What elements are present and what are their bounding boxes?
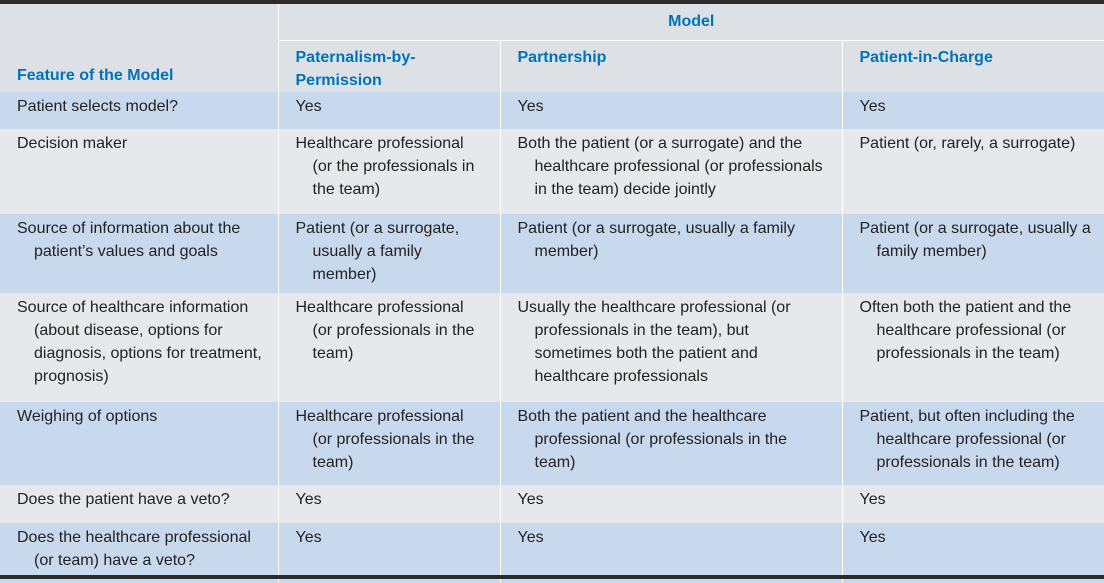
column-header-paternalism: Paternalism-by-Permission [278, 40, 500, 92]
value-cell: Often both the patient and the healthcare professional (or professionals in the team) [842, 293, 1104, 402]
value-cell: Patient (or a surrogate, usually a family member) [278, 214, 500, 293]
value-cell: Healthcare professional (or professionals in the team) [278, 402, 500, 485]
feature-cell: Does the healthcare professional (or team) have a veto? [0, 523, 278, 583]
value-cell: Patient, but often including the healthcare professional (or professionals in the team) [842, 402, 1104, 485]
column-header-patient-in-charge: Patient-in-Charge [842, 40, 1104, 92]
value-cell: Yes [500, 485, 842, 523]
feature-column-header: Feature of the Model [0, 4, 278, 92]
feature-cell: Source of information about the patient’s values and goals [0, 214, 278, 293]
table-row [0, 485, 1104, 523]
feature-cell: Patient selects model? [0, 92, 278, 129]
bottom-rule [0, 575, 1104, 579]
table-row [0, 129, 1104, 214]
table-row [0, 293, 1104, 402]
value-cell: Both the patient and the healthcare professional (or professionals in the team) [500, 402, 842, 485]
value-cell: Yes [500, 523, 842, 583]
value-cell: Yes [278, 523, 500, 583]
value-cell: Yes [842, 92, 1104, 129]
column-header-partnership: Partnership [500, 40, 842, 92]
value-cell: Healthcare professional (or professionals in the team) [278, 293, 500, 402]
value-cell: Yes [278, 485, 500, 523]
table-row [0, 214, 1104, 293]
feature-cell: Weighing of options [0, 402, 278, 485]
models-comparison-table [0, 4, 1104, 583]
table-row [0, 523, 1104, 583]
value-cell: Yes [842, 485, 1104, 523]
value-cell: Yes [842, 523, 1104, 583]
feature-cell: Does the patient have a veto? [0, 485, 278, 523]
model-group-header: Model [278, 4, 1104, 40]
table-row [0, 92, 1104, 129]
table-row [0, 402, 1104, 485]
value-cell: Patient (or a surrogate, usually a family member) [500, 214, 842, 293]
value-cell: Usually the healthcare professional (or professionals in the team), but sometimes both the patient and healthcare professionals [500, 293, 842, 402]
value-cell: Healthcare professional (or the professionals in the team) [278, 129, 500, 214]
feature-cell: Source of healthcare information (about disease, options for diagnosis, options for treatment, prognosis) [0, 293, 278, 402]
feature-cell: Decision maker [0, 129, 278, 214]
value-cell: Yes [500, 92, 842, 129]
value-cell: Patient (or a surrogate, usually a family member) [842, 214, 1104, 293]
value-cell: Yes [278, 92, 500, 129]
value-cell: Patient (or, rarely, a surrogate) [842, 129, 1104, 214]
value-cell: Both the patient (or a surrogate) and the healthcare professional (or professionals in the team) decide jointly [500, 129, 842, 214]
